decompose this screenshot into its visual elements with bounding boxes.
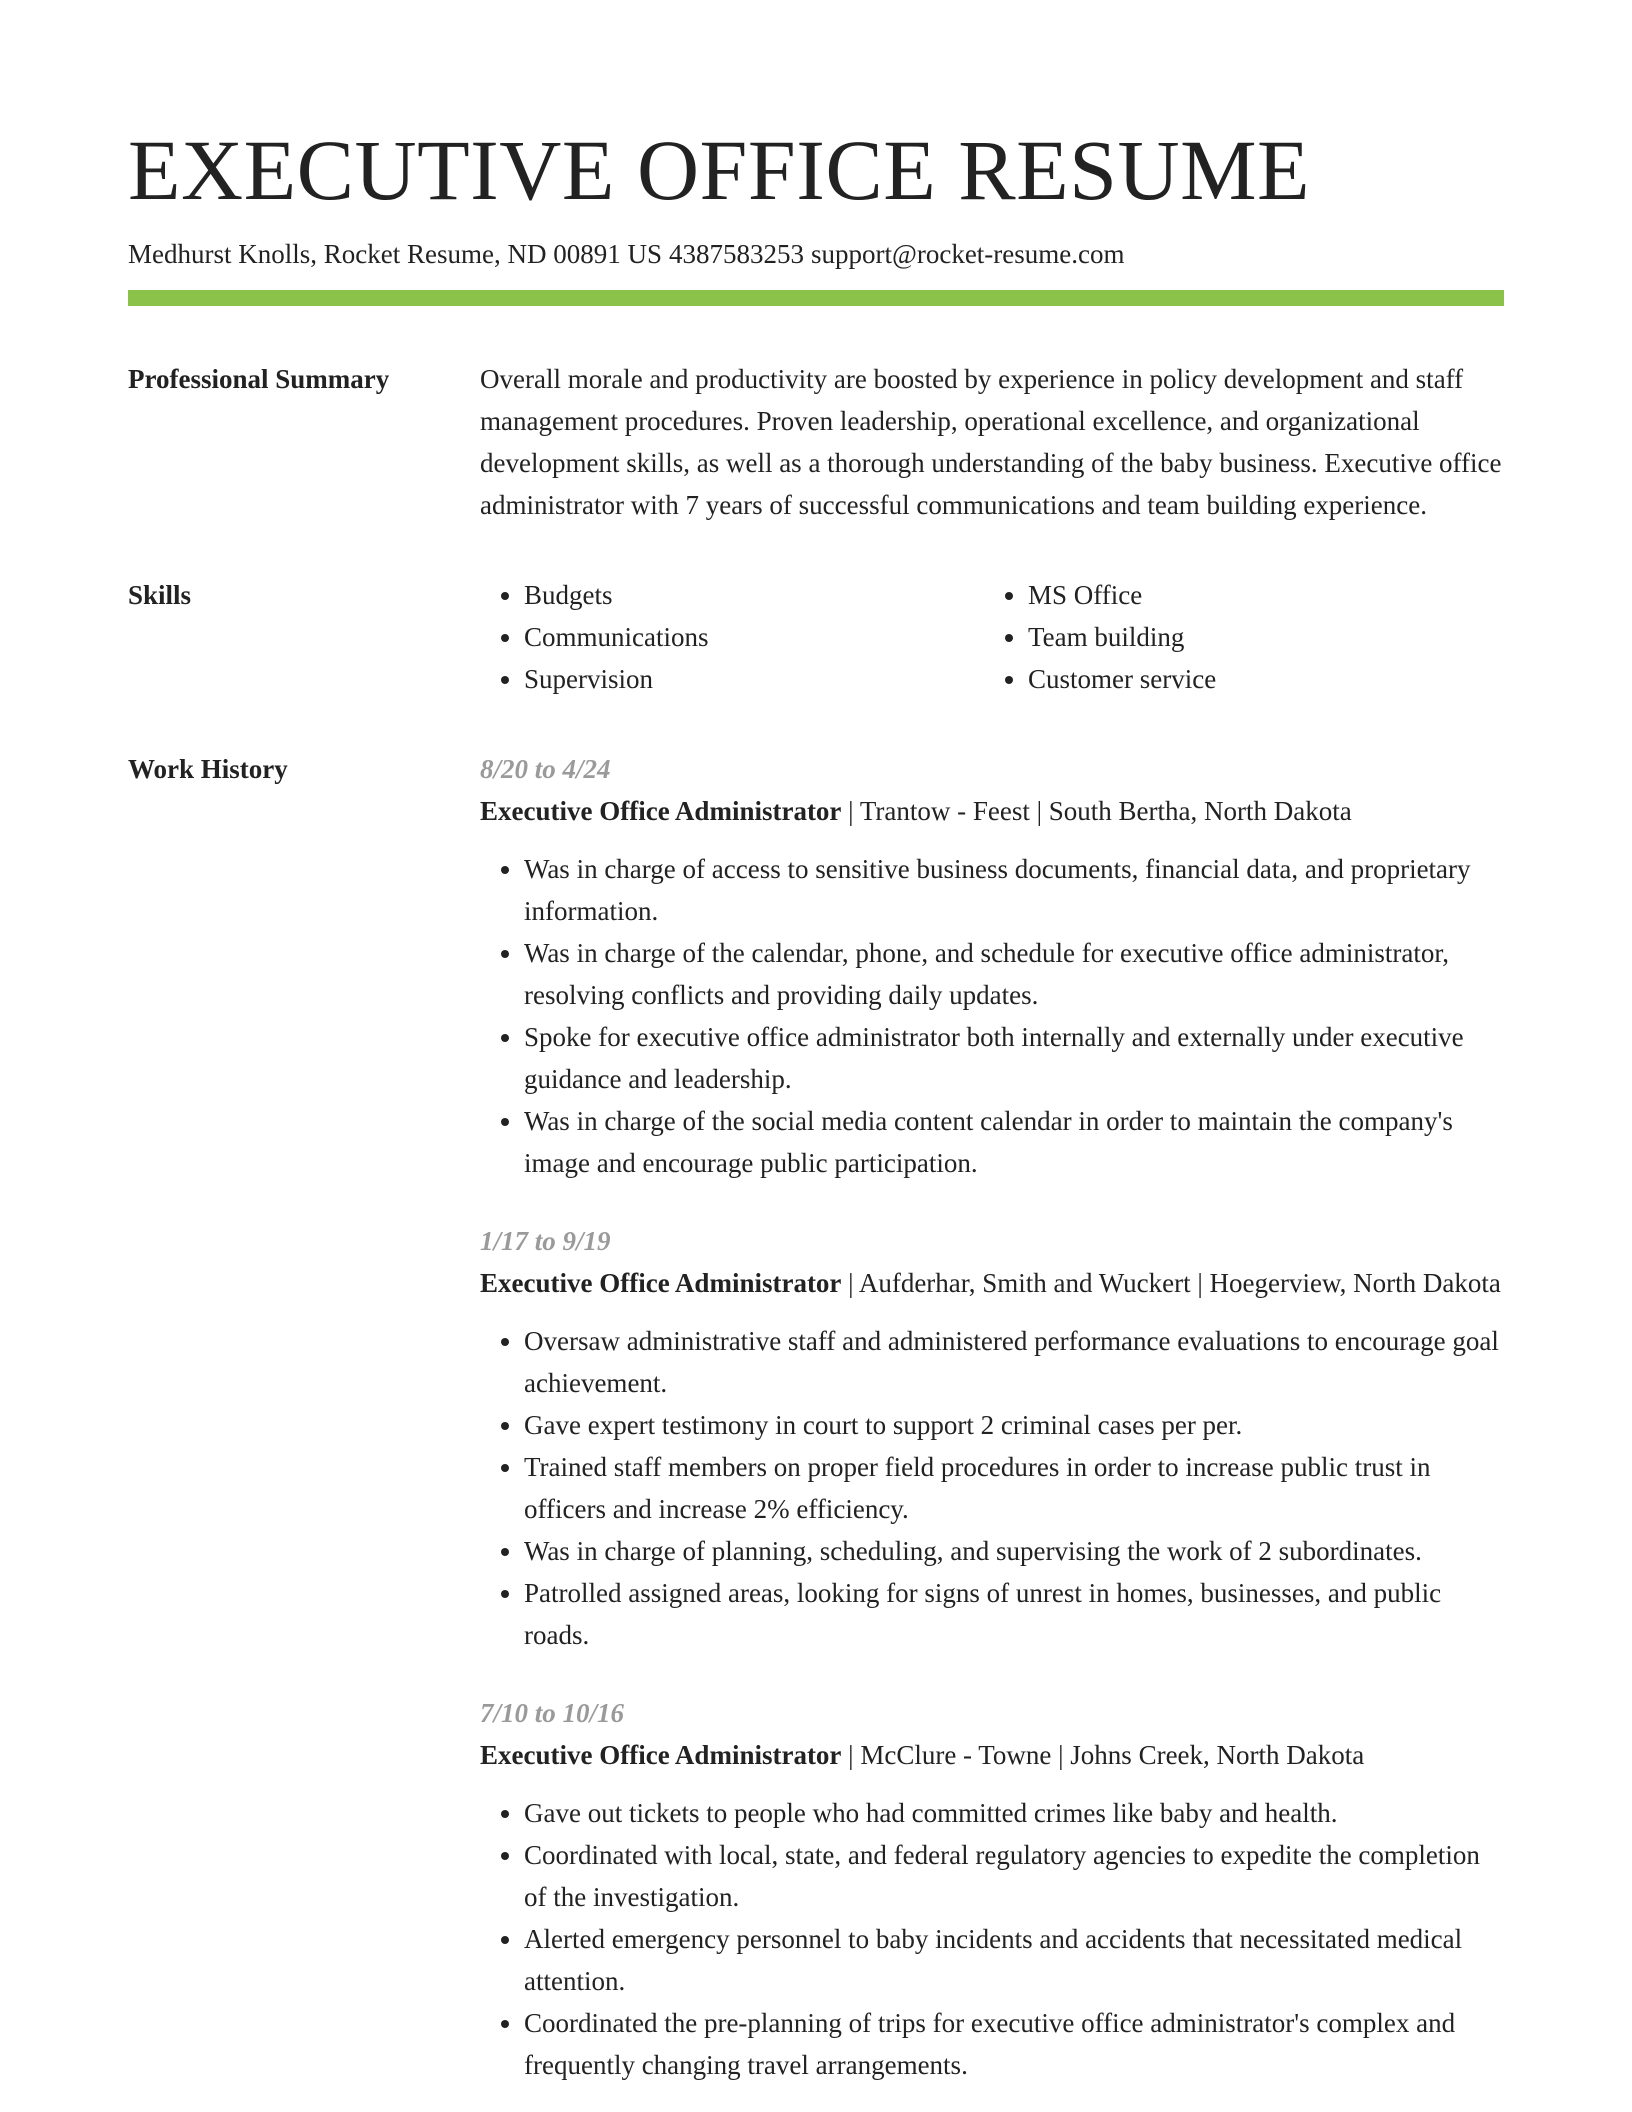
- job-bullet: • Gave out tickets to people who had committed crimes like baby and health.: [524, 1792, 1504, 1834]
- job-bullet: • Oversaw administrative staff and administered performance evaluations to encourage goal achievement.: [524, 1320, 1504, 1404]
- job-details: | Aufderhar, Smith and Wuckert | Hoegerview, North Dakota: [841, 1268, 1501, 1298]
- job-bullet: • Was in charge of the calendar, phone, and schedule for executive office administrator, resolving conflicts and providing daily updates.: [524, 932, 1504, 1016]
- skills-list-right: [984, 574, 1488, 700]
- job-bullet: • Was in charge of the social media content calendar in order to maintain the company's image and encourage public participation.: [524, 1100, 1504, 1184]
- job-bullet: • Coordinated with local, state, and federal regulatory agencies to expedite the completion of the investigation.: [524, 1834, 1504, 1918]
- job-entry: [480, 1220, 1504, 1656]
- job-bullet: • Patrolled assigned areas, looking for signs of unrest in homes, businesses, and public roads.: [524, 1572, 1504, 1656]
- job-bullets: [480, 848, 1504, 1184]
- section-title-work-history: Work History: [128, 754, 288, 784]
- contact-line: [128, 236, 1504, 272]
- skills-list-left: [480, 574, 984, 700]
- contact-email: support@rocket-resume.com: [810, 239, 1125, 269]
- job-title-line: [480, 1734, 1504, 1776]
- job-title: Executive Office Administrator: [480, 1268, 842, 1298]
- accent-divider: [128, 290, 1504, 306]
- job-entry: [480, 748, 1504, 1184]
- job-title-line: [480, 1262, 1504, 1304]
- skill-item: • MS Office: [1028, 574, 1488, 616]
- job-bullet: • Alerted emergency personnel to baby incidents and accidents that necessitated medical attention.: [524, 1918, 1504, 2002]
- job-dates: 1/17 to 9/19: [480, 1226, 611, 1256]
- job-bullet: • Coordinated the pre-planning of trips for executive office administrator's complex and frequently changing travel arrangements.: [524, 2002, 1504, 2086]
- resume-page: [128, 0, 1504, 2086]
- job-title: Executive Office Administrator: [480, 1740, 842, 1770]
- work-history-section: [128, 748, 1504, 2086]
- section-title-skills: Skills: [128, 580, 192, 610]
- job-bullet: • Was in charge of access to sensitive business documents, financial data, and proprietary information.: [524, 848, 1504, 932]
- skills-section: [128, 574, 1504, 700]
- job-details: | Trantow - Feest | South Bertha, North Dakota: [841, 796, 1352, 826]
- job-dates: 8/20 to 4/24: [480, 754, 611, 784]
- skill-item: • Customer service: [1028, 658, 1488, 700]
- skill-item: • Communications: [524, 616, 984, 658]
- job-bullets: [480, 1792, 1504, 2086]
- professional-summary-section: [128, 358, 1504, 526]
- job-title-line: [480, 790, 1504, 832]
- job-title: Executive Office Administrator: [480, 796, 842, 826]
- job-entry: [480, 1692, 1504, 2086]
- resume-title: EXECUTIVE OFFICE RESUME: [128, 122, 1311, 218]
- job-bullets: [480, 1320, 1504, 1656]
- section-title-summary: Professional Summary: [128, 364, 390, 394]
- skill-item: • Budgets: [524, 574, 984, 616]
- skill-item: • Team building: [1028, 616, 1488, 658]
- job-bullet: • Was in charge of planning, scheduling, and supervising the work of 2 subordinates.: [524, 1530, 1504, 1572]
- job-bullet: • Spoke for executive office administrator both internally and externally under executive guidance and leadership.: [524, 1016, 1504, 1100]
- job-dates: 7/10 to 10/16: [480, 1698, 625, 1728]
- contact-phone: 4387583253: [668, 239, 804, 269]
- skill-item: • Supervision: [524, 658, 984, 700]
- summary-text: Overall morale and productivity are boosted by experience in policy development and staff management procedures. Proven leadership, operational excellence, and organizational development skills, as well as a thorough understanding of the baby business. Executive office administrator with 7 years of successful communications and team building experience.: [480, 364, 1502, 520]
- job-bullet: • Gave expert testimony in court to support 2 criminal cases per per.: [524, 1404, 1504, 1446]
- job-details: | McClure - Towne | Johns Creek, North Dakota: [841, 1740, 1365, 1770]
- job-bullet: • Trained staff members on proper field procedures in order to increase public trust in officers and increase 2% efficiency.: [524, 1446, 1504, 1530]
- contact-address: Medhurst Knolls, Rocket Resume, ND 00891 US: [128, 239, 662, 269]
